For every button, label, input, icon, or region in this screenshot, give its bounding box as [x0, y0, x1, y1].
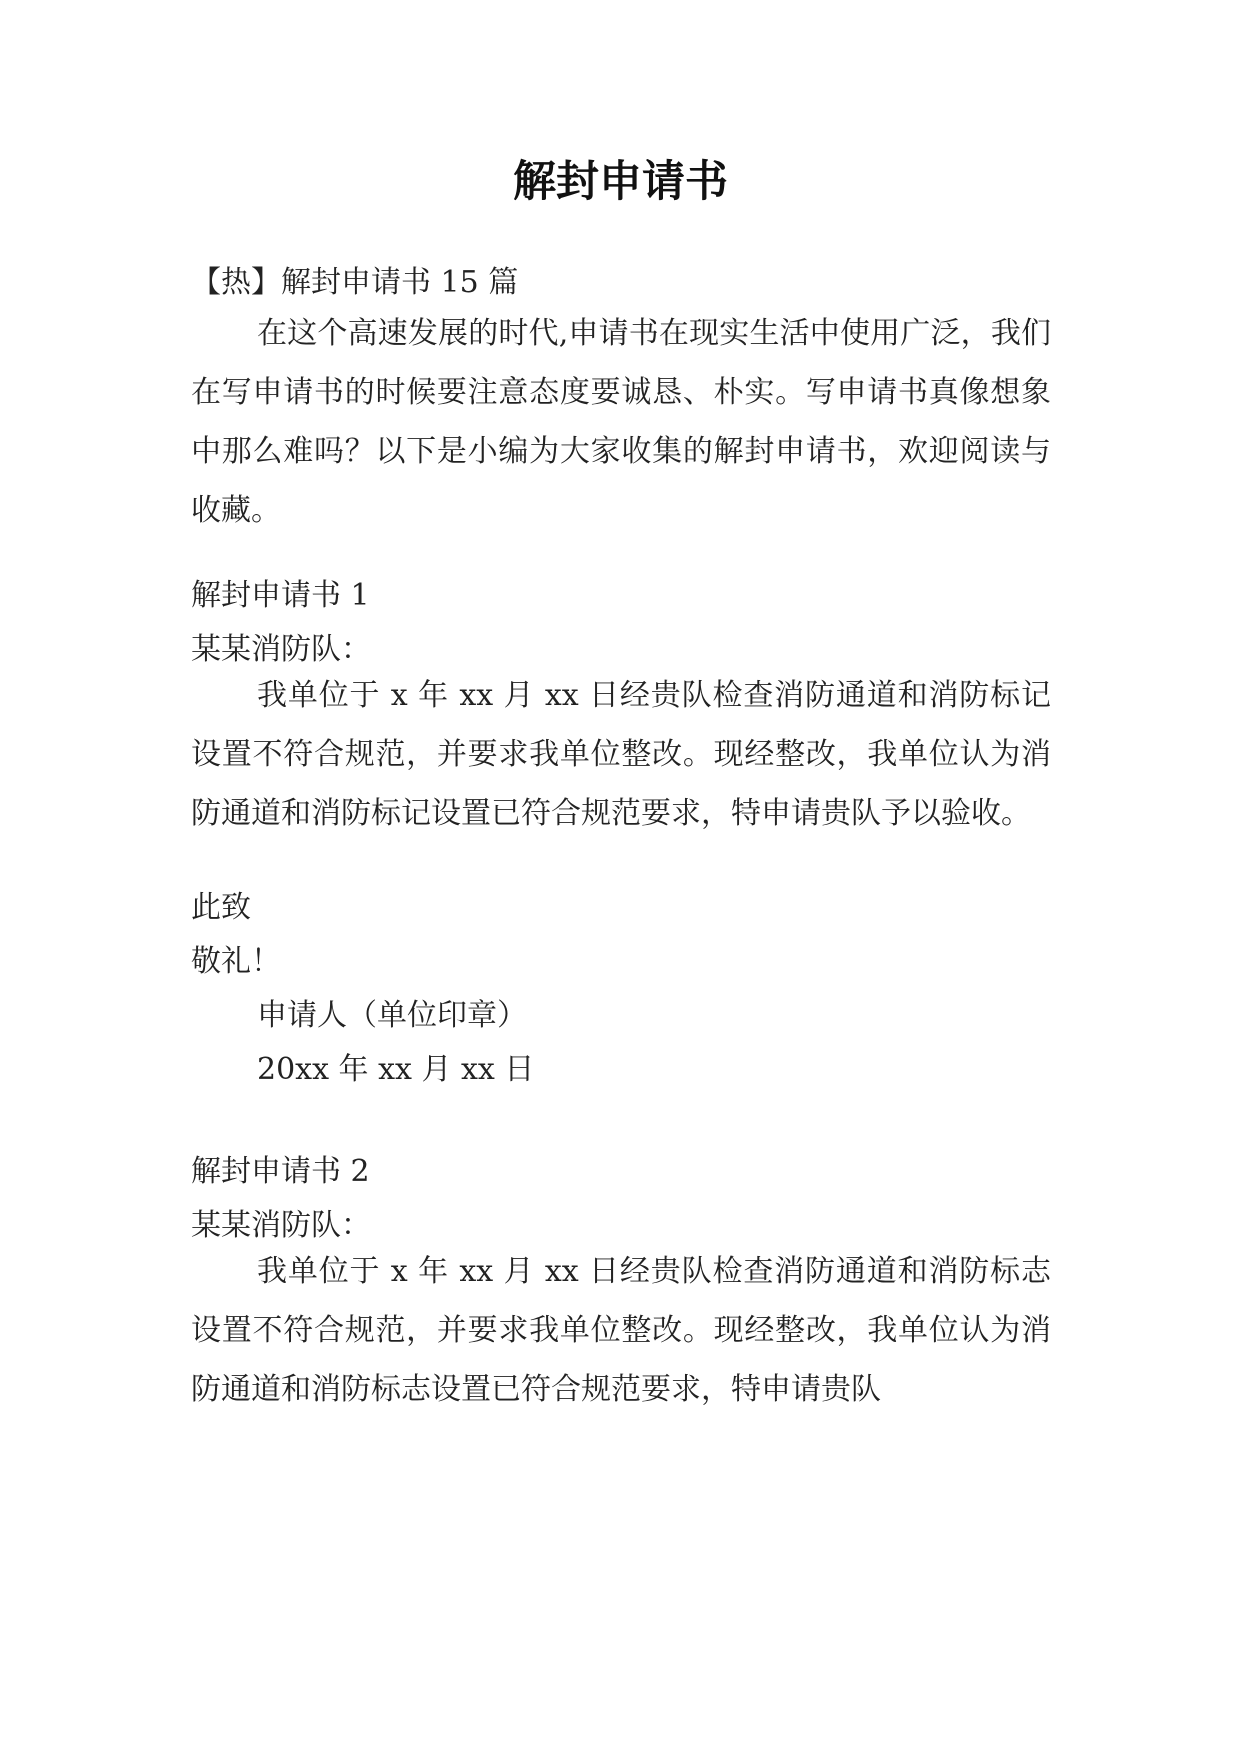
document-subtitle: 【热】解封申请书 15 篇 — [191, 265, 519, 300]
letter1-heading: 解封申请书 1 — [191, 578, 370, 613]
letter1-body: 我单位于 x 年 xx 月 xx 日经贵队检查消防通道和消防标记设置不符合规范，并要求我单位整改。现经整改，我单位认为消防通道和消防标记设置已符合规范要求，特申请贵队予以验收。 — [191, 678, 1051, 831]
letter1-signature: 申请人（单位印章） — [257, 998, 527, 1033]
document-title: 解封申请书 — [513, 157, 728, 207]
letter1-closing-cizhi: 此致 — [191, 890, 251, 925]
letter2-body: 我单位于 x 年 xx 月 xx 日经贵队检查消防通道和消防标志设置不符合规范，并要求我单位整改。现经整改，我单位认为消防通道和消防标志设置已符合规范要求，特申请贵队 — [191, 1254, 1051, 1407]
letter1-salutation: 某某消防队： — [191, 632, 371, 667]
letter1-date: 20xx 年 xx 月 xx 日 — [257, 1052, 535, 1087]
letter2-heading: 解封申请书 2 — [191, 1154, 370, 1189]
letter2-salutation: 某某消防队： — [191, 1208, 371, 1243]
intro-paragraph: 在这个高速发展的时代,申请书在现实生活中使用广泛，我们在写申请书的时候要注意态度要诚恳、朴实。写申请书真像想象中那么难吗？以下是小编为大家收集的解封申请书，欢迎阅读与收藏。 — [191, 316, 1051, 528]
letter1-closing-jingli: 敬礼！ — [191, 944, 281, 979]
